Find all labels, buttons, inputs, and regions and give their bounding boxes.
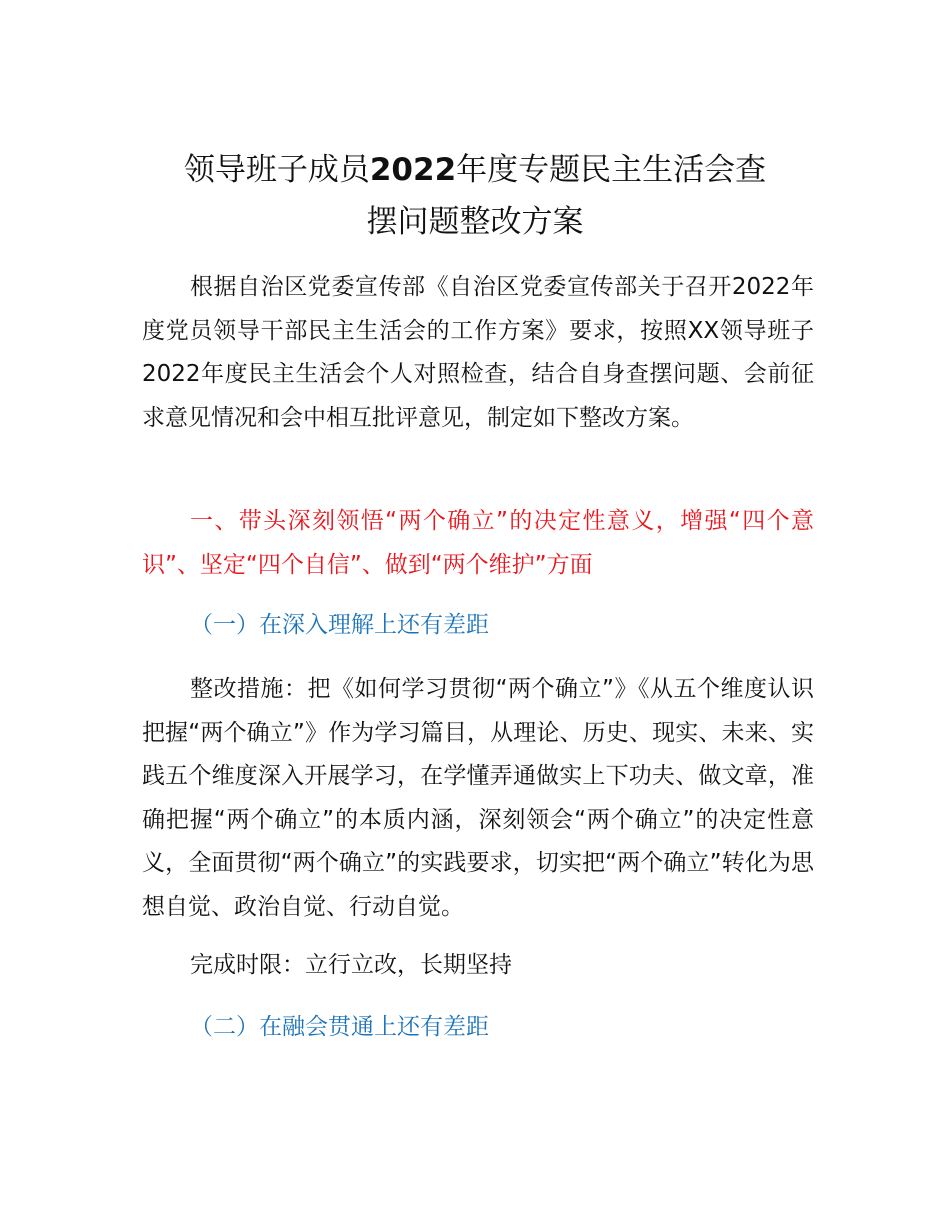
subsection1-heading: （一）在深入理解上还有差距 (190, 612, 489, 638)
document-title (140, 144, 810, 248)
subsection2-heading: （二）在融会贯通上还有差距 (190, 1014, 489, 1040)
title-line1-suffix: 年度专题民主生活会查 (456, 152, 767, 188)
title-line2: 摆问题整改方案 (366, 204, 584, 240)
title-line1-prefix: 领导班子成员 (183, 152, 370, 188)
subsection1-measures: 整改措施：把《如何学习贯彻“两个确立”》《从五个维度认识把握“两个确立”》作为学习篇目，从理论、历史、现实、未来、实践五个维度深入开展学习，在学懂弄通做实上下功夫、做文章，准确把握“两个确立”的本质内涵，深刻领会“两个确立”的决定性意义，全面贯彻“两个确立”的实践要求，切实把“两个确立”转化为思想自觉、政治自觉、行动自觉。 (142, 676, 814, 920)
subsection1-deadline: 完成时限：立行立改，长期坚持 (190, 952, 512, 978)
section1-heading: 一、带头深刻领悟“两个确立”的决定性意义，增强“四个意识”、坚定“四个自信”、做到“两个维护”方面 (142, 508, 814, 578)
title-line1-year: 2022 (369, 152, 457, 188)
intro-paragraph: 根据自治区党委宣传部《自治区党委宣传部关于召开2022年度党员领导干部民主生活会的工作方案》要求，按照XX领导班子2022年度民主生活会个人对照检查，结合自身查摆问题、会前征求意见情况和会中相互批评意见，制定如下整改方案。 (142, 274, 814, 431)
